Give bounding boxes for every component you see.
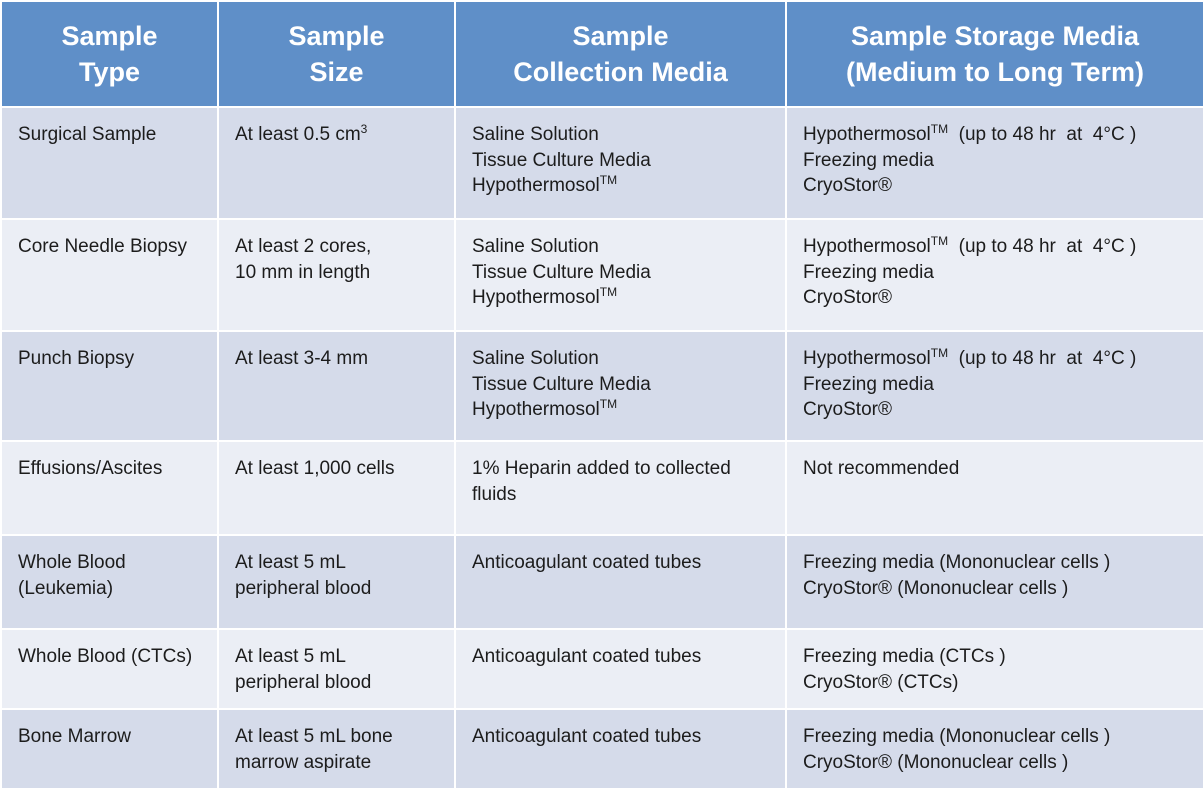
table-row [1,219,1203,331]
cell-text: 10 mm in length [235,261,371,283]
table-row [1,107,1203,219]
cell-line [803,173,1193,199]
superscript: TM [599,397,618,411]
table-row [1,535,1203,629]
cell-line [803,122,1193,148]
cell-line [803,750,1193,776]
cell-text: CryoStor® [803,399,892,420]
cell-line [472,550,775,576]
cell-line: Punch Biopsy [18,348,135,369]
cell-sample-type [1,441,218,535]
header-line: Collection Media [513,57,728,87]
cell-collection-media [455,441,786,535]
cell-sample-type [1,629,218,709]
cell-text: Hypothermosol [472,399,600,420]
cell-line [472,724,775,750]
cell-line [803,285,1193,311]
cell-line [803,670,1193,696]
cell-line [803,372,1193,398]
cell-line: Effusions/Ascites [18,458,163,479]
cell-text: CryoStor® (Mononuclear cells ) [803,751,1069,773]
cell-text: At least 1,000 cells [235,458,395,479]
cell-text: At least 0.5 cm [235,124,361,145]
cell-sample-size [218,219,455,331]
cell-line [803,260,1193,286]
cell-line [235,724,444,750]
cell-text-suffix: (up to 48 hr at 4°C ) [948,124,1137,145]
cell-line [235,576,444,602]
cell-text: Hypothermosol [803,236,931,257]
cell-text: Saline Solution [472,124,599,145]
cell-text: At least 2 cores, [235,236,372,257]
cell-collection-media [455,535,786,629]
cell-line [235,456,444,482]
cell-line: Whole Blood (CTCs) [18,646,193,667]
cell-text: CryoStor® (Mononuclear cells ) [803,577,1069,599]
cell-collection-media [455,629,786,709]
table-row [1,709,1203,789]
cell-text: Freezing media (Mononuclear cells ) [803,726,1111,747]
cell-text-suffix: (up to 48 hr at 4°C ) [948,348,1137,369]
cell-sample-size [218,709,455,789]
cell-line [235,750,444,776]
cell-line [803,550,1193,576]
cell-line [803,346,1193,372]
cell-storage-media [786,219,1203,331]
cell-sample-size [218,535,455,629]
cell-sample-type [1,709,218,789]
cell-storage-media [786,441,1203,535]
cell-text: Freezing media [803,373,934,395]
cell-sample-size [218,441,455,535]
cell-text: Freezing media (CTCs ) [803,646,1006,667]
cell-text: Hypothermosol [472,287,600,308]
cell-line [803,148,1193,174]
cell-text: Freezing media [803,261,934,283]
table-row [1,331,1203,441]
cell-storage-media [786,107,1203,219]
cell-line [472,397,775,423]
cell-line [472,285,775,311]
superscript: TM [599,173,618,187]
cell-text: At least 5 mL [235,646,346,667]
header-line: Size [309,57,364,87]
cell-line [472,346,775,372]
header-line: Sample [572,21,669,51]
cell-text: At least 3-4 mm [235,348,369,369]
cell-sample-size [218,107,455,219]
cell-line [235,670,444,696]
cell-line [472,372,775,398]
header-line: (Medium to Long Term) [846,57,1144,87]
cell-line [803,234,1193,260]
cell-collection-media [455,107,786,219]
cell-line [235,260,444,286]
cell-line [472,644,775,670]
cell-text: Hypothermosol [472,175,600,196]
cell-line [803,576,1193,602]
header-line: Sample [288,21,385,51]
cell-line [472,260,775,286]
cell-line [235,346,444,372]
cell-text: peripheral blood [235,577,372,599]
cell-text: Anticoagulant coated tubes [472,726,702,747]
cell-sample-size [218,331,455,441]
header-collection-media [455,1,786,107]
cell-text: marrow aspirate [235,751,372,773]
header-sample-type [1,1,218,107]
cell-text: Hypothermosol [803,124,931,145]
cell-text: Freezing media (Mononuclear cells ) [803,552,1111,573]
cell-line [472,173,775,199]
cell-text: CryoStor® [803,175,892,196]
cell-line [472,234,775,260]
cell-line [803,724,1193,750]
cell-text: Tissue Culture Media [472,373,651,395]
cell-text: At least 5 mL bone [235,726,393,747]
header-storage-media [786,1,1203,107]
cell-line [235,644,444,670]
cell-storage-media [786,629,1203,709]
table-header [1,1,1203,107]
cell-text: At least 5 mL [235,552,346,573]
cell-text: Saline Solution [472,348,599,369]
cell-sample-type [1,107,218,219]
cell-line: (Leukemia) [18,577,114,599]
header-line: Type [78,57,140,87]
cell-sample-type [1,331,218,441]
cell-text: Tissue Culture Media [472,261,651,283]
cell-text: peripheral blood [235,671,372,693]
cell-text: Freezing media [803,149,934,171]
cell-line [803,397,1193,423]
table-row [1,441,1203,535]
cell-text: Saline Solution [472,236,599,257]
cell-text: CryoStor® (CTCs) [803,671,959,693]
header-sample-size [218,1,455,107]
header-row [1,1,1203,107]
cell-line [472,456,775,507]
cell-line: Bone Marrow [18,726,131,747]
cell-sample-size [218,629,455,709]
cell-line [472,148,775,174]
cell-text: CryoStor® [803,287,892,308]
cell-line [803,644,1193,670]
cell-sample-type [1,219,218,331]
cell-line: Surgical Sample [18,124,157,145]
table-body [1,107,1203,789]
superscript: TM [930,346,949,360]
cell-collection-media [455,219,786,331]
cell-text: Hypothermosol [803,348,931,369]
cell-line [803,456,1193,482]
cell-storage-media [786,709,1203,789]
cell-sample-type [1,535,218,629]
cell-storage-media [786,535,1203,629]
cell-line [472,122,775,148]
header-line: Sample Storage Media [850,21,1140,51]
superscript: 3 [360,122,368,136]
cell-text: Anticoagulant coated tubes [472,646,702,667]
cell-text: Tissue Culture Media [472,149,651,171]
cell-line [235,122,444,148]
cell-text-suffix: (up to 48 hr at 4°C ) [948,236,1137,257]
superscript: TM [599,285,618,299]
cell-line: Whole Blood [18,552,126,573]
cell-text: Anticoagulant coated tubes [472,552,702,573]
header-line: Sample [61,21,158,51]
cell-text: 1% Heparin added to collected fluids [472,458,731,505]
cell-line: Core Needle Biopsy [18,236,187,257]
table-row [1,629,1203,709]
superscript: TM [930,122,949,136]
cell-collection-media [455,709,786,789]
cell-line [235,550,444,576]
cell-collection-media [455,331,786,441]
cell-storage-media [786,331,1203,441]
cell-line [235,234,444,260]
cell-text: Not recommended [803,458,960,479]
superscript: TM [930,234,949,248]
